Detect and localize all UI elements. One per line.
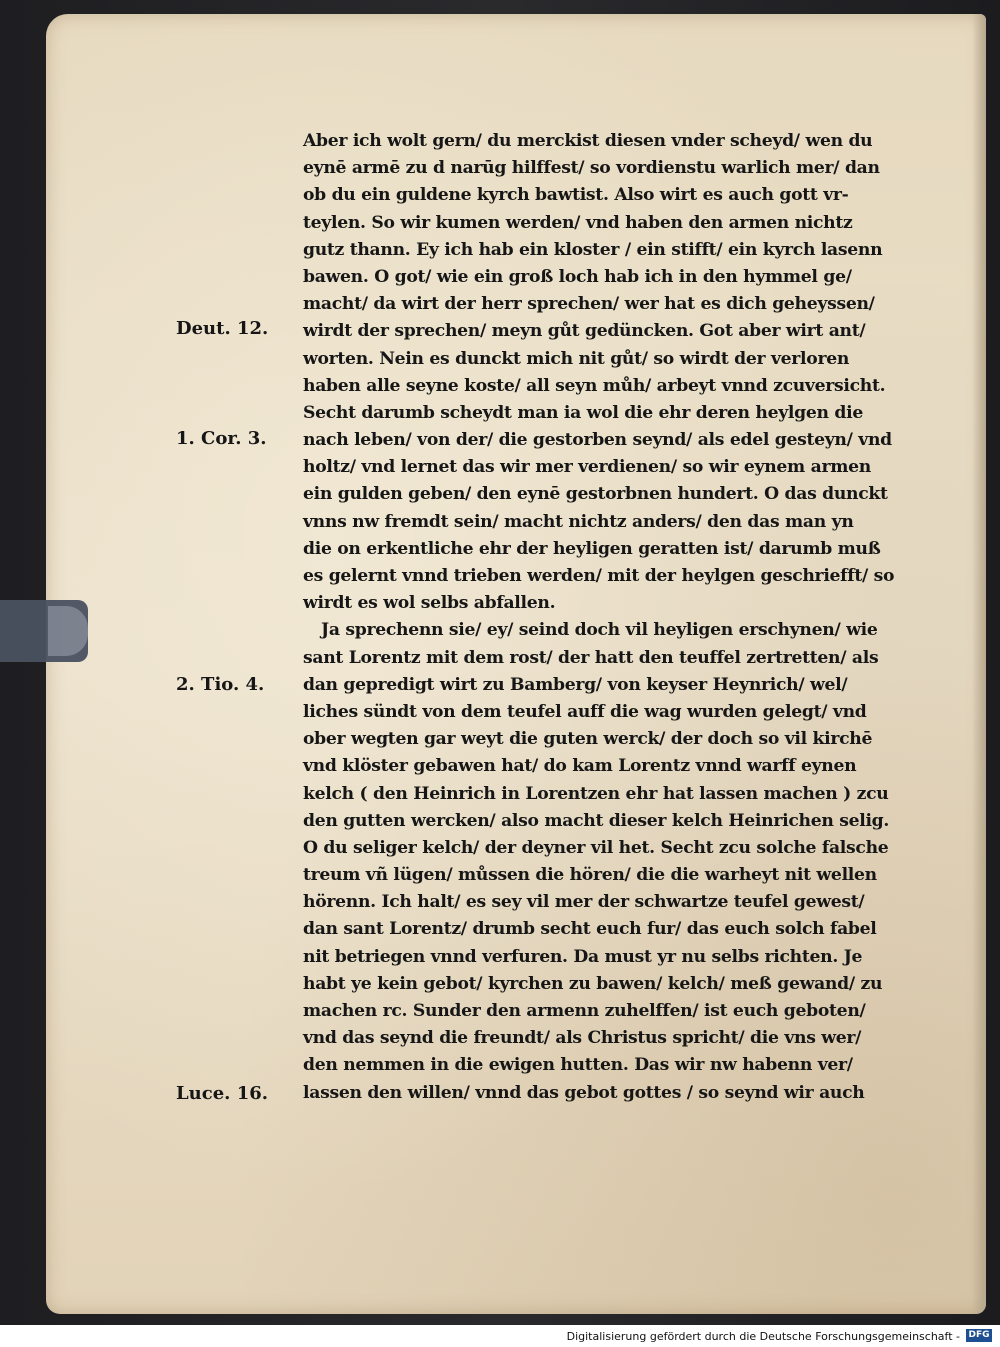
text-line: nach leben/ von der/ die gestorben seynd/ als edel gesteyn/ vnd bbox=[303, 430, 892, 451]
text-line: Secht darumb scheydt man ia wol die ehr deren heylgen die bbox=[303, 402, 863, 423]
text-line: ein gulden geben/ den eynē gestorbnen hundert. O das dunckt bbox=[303, 484, 888, 505]
text-line: wirdt es wol selbs abfallen. bbox=[303, 593, 556, 614]
text-line: liches sündt von dem teufel auff die wag wurden gelegt/ vnd bbox=[303, 701, 867, 722]
text-line: die on erkentliche ehr der heyligen geratten ist/ darumb muß bbox=[303, 538, 881, 559]
text-line: dan gepredigt wirt zu Bamberg/ von keyser Heynrich/ wel/ bbox=[303, 674, 848, 695]
text-line: machen rc. Sunder den armenn zuhelffen/ ist euch geboten/ bbox=[303, 1001, 866, 1021]
text-line: gutz thann. Ey ich hab ein kloster / ein stifft/ ein kyrch lasenn bbox=[303, 239, 883, 260]
margin-note-luce: Luce. 16. bbox=[176, 1083, 269, 1104]
dfg-logo-icon[interactable]: DFG bbox=[966, 1329, 992, 1342]
text-line: den gutten wercken/ also macht dieser kelch Heinrichen selig. bbox=[303, 810, 890, 831]
text-line: macht/ da wirt der herr sprechen/ wer hat es dich geheyssen/ bbox=[303, 294, 875, 315]
text-line: vnd das seynd die freundt/ als Christus spricht/ die vns wer/ bbox=[303, 1028, 862, 1049]
text-line: teylen. So wir kumen werden/ vnd haben den armen nichtz bbox=[303, 212, 853, 233]
text-line: sant Lorentz mit dem rost/ der hatt den teuffel zertretten/ als bbox=[303, 647, 879, 668]
text-line: vnd klöster gebawen hat/ do kam Lorentz vnnd warff eynen bbox=[303, 756, 857, 777]
text-line: O du seliger kelch/ der deyner vil het. Secht zcu solche falsche bbox=[303, 837, 889, 858]
text-line-paragraph-start: Ja sprechenn sie/ ey/ seind doch vil heyligen erschynen/ wie bbox=[321, 620, 878, 641]
text-line: es gelernt vnnd trieben werden/ mit der heylgen geschriefft/ so bbox=[303, 566, 895, 586]
text-line: hörenn. Ich halt/ es sey vil mer der schwartze teufel gewest/ bbox=[303, 892, 865, 913]
text-line: habt ye kein gebot/ kyrchen zu bawen/ kelch/ meß gewand/ zu bbox=[303, 973, 883, 994]
text-line: lassen den willen/ vnnd das gebot gottes / so seynd wir auch bbox=[303, 1082, 865, 1103]
margin-note-cor: 1. Cor. 3. bbox=[176, 428, 267, 449]
text-line: dan sant Lorentz/ drumb secht euch fur/ das euch solch fabel bbox=[303, 919, 877, 940]
text-line: worten. Nein es dunckt mich nit gůt/ so wirdt der verloren bbox=[303, 348, 850, 369]
text-line: Aber ich wolt gern/ du merckist diesen vnder scheyd/ wen du bbox=[303, 131, 873, 151]
text-line: wirdt der sprechen/ meyn gůt gedüncken. Got aber wirt ant/ bbox=[303, 321, 866, 342]
text-line: haben alle seyne koste/ all seyn můh/ arbeyt vnnd zcuversicht. bbox=[303, 375, 886, 396]
margin-note-tio: 2. Tio. 4. bbox=[176, 674, 265, 695]
page-edge bbox=[972, 14, 986, 1314]
margin-note-deut: Deut. 12. bbox=[176, 318, 269, 339]
text-line: treum vñ lügen/ můssen die hören/ die die warheyt nit wellen bbox=[303, 865, 877, 886]
body-text bbox=[303, 128, 903, 1107]
text-line: bawen. O got/ wie ein groß loch hab ich in den hymmel ge/ bbox=[303, 266, 852, 287]
text-line: ober wegten gar weyt die guten werck/ der doch so vil kirchē bbox=[303, 729, 873, 750]
text-line: kelch ( den Heinrich in Lorentzen ehr hat lassen machen ) zcu bbox=[303, 783, 889, 804]
funding-credit: Digitalisierung gefördert durch die Deutsche Forschungsgemeinschaft - bbox=[566, 1330, 960, 1343]
text-line: ob du ein guldene kyrch bawtist. Also wirt es auch gott vr- bbox=[303, 185, 849, 206]
text-line: eynē armē zu d narūg hilffest/ so vordienstu warlich mer/ dan bbox=[303, 158, 880, 179]
text-line: holtz/ vnd lernet das wir mer verdienen/ so wir eynem armen bbox=[303, 457, 871, 478]
text-line: vnns nw fremdt sein/ macht nichtz anders/ den das man yn bbox=[303, 511, 854, 532]
text-line: nit betriegen vnnd verfuren. Da must yr nu selbs richten. Je bbox=[303, 946, 863, 967]
text-line: den nemmen in die ewigen hutten. Das wir nw habenn ver/ bbox=[303, 1055, 853, 1076]
bookmark-tab bbox=[0, 600, 88, 662]
footer-bar bbox=[0, 1325, 1000, 1347]
